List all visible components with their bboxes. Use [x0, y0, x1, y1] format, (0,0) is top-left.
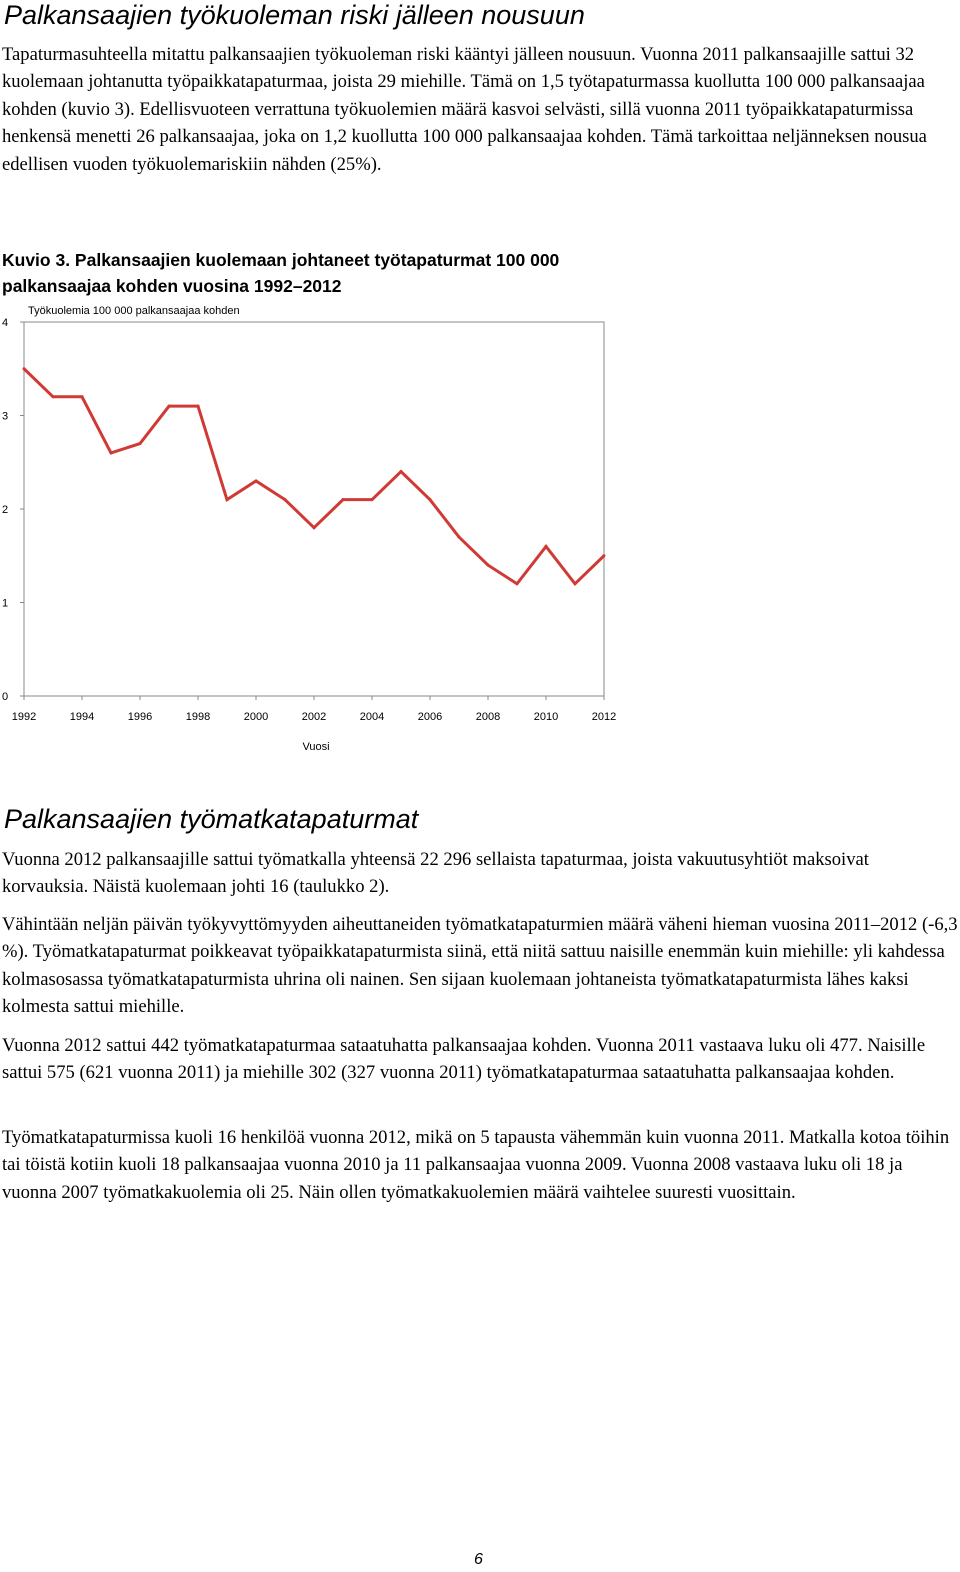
data-point: [23, 367, 26, 370]
figure-caption-line-1: Kuvio 3. Palkansaajien kuolemaan johtaneet työtapaturmat 100 000: [2, 250, 560, 270]
data-point: [197, 405, 200, 408]
y-tick-label: 1: [2, 597, 9, 610]
data-point: [545, 545, 548, 548]
page-number: 6: [474, 1551, 483, 1568]
x-tick-label: 2002: [301, 711, 327, 723]
data-point: [342, 498, 345, 501]
x-tick-label: 2000: [243, 711, 269, 723]
data-point: [284, 498, 287, 501]
chart-axes: [24, 322, 604, 696]
x-tick-label: 1996: [127, 711, 153, 723]
y-axis-label: Työkuolemia 100 000 palkansaajaa kohden: [28, 305, 240, 317]
series-line: [24, 369, 604, 584]
y-tick-label: 3: [2, 410, 9, 423]
figure-caption: [2, 247, 702, 299]
data-point: [255, 479, 258, 482]
y-tick-label: 4: [2, 317, 9, 329]
data-point: [400, 470, 403, 473]
x-tick-label: 2006: [417, 711, 443, 723]
paragraph-commuting-2: Vähintään neljän päivän työkyvyttömyyden aiheuttaneiden työmatkatapaturmien määrä väheni hieman vuosina 2011–2012 (-6,3 %). Työmatkatapaturmat poikkeavat työpaikkatapaturmista siinä, että niitä sattuu naisille enemmän kuin miehille: yli kahdessa kolmasosassa työmatkatapaturmista uhrina oli nainen. Sen sijaan kuolemaan johtaneista työmatkatapaturmista lähes kaksi kolmesta sattui miehille.: [2, 914, 958, 1018]
chart-series: [23, 367, 606, 585]
x-tick-label: 2004: [359, 711, 385, 723]
section-title-work-death-risk: Palkansaajien työkuoleman riski jälleen nousuun: [4, 0, 585, 30]
paragraph-commuting-1: Vuonna 2012 palkansaajille sattui työmatkalla yhteensä 22 296 sellaista tapaturmaa, joista vakuutusyhtiöt maksoivat korvauksia. Näistä kuolemaan johti 16 (taulukko 2).: [2, 849, 869, 898]
data-point: [371, 498, 374, 501]
x-tick-label: 2012: [591, 711, 617, 723]
data-point: [226, 498, 229, 501]
x-tick-label: 1992: [11, 711, 37, 723]
chart-ticks: [2, 317, 616, 723]
data-point: [516, 582, 519, 585]
data-point: [603, 554, 606, 557]
paragraph-commuting-3: Vuonna 2012 sattui 442 työmatkatapaturmaa sataatuhatta palkansaajaa kohden. Vuonna 2011 vastaava luku oli 477. Naisille sattui 575 (621 vuonna 2011) ja miehille 302 (327 vuonna 2011) työmatkatapaturmaa sataatuhatta palkansaajaa kohden.: [2, 1035, 926, 1084]
data-point: [313, 526, 316, 529]
y-tick-label: 0: [2, 691, 9, 703]
data-point: [81, 395, 84, 398]
data-point: [429, 498, 432, 501]
paragraph-commuting-4: Työmatkatapaturmissa kuoli 16 henkilöä vuonna 2012, mikä on 5 tapausta vähemmän kuin vuonna 2011. Matkalla kotoa töihin tai töistä kotiin kuoli 18 palkansaajaa vuonna 2010 ja 11 palkansaajaa vuonna 2009. Vuonna 2008 vastaava luku oli 18 ja vuonna 2007 työmatkakuolemia oli 25. Näin ollen työmatkakuolemien määrä vaihtelee suuresti vuosittain.: [2, 1127, 950, 1203]
data-point: [487, 564, 490, 567]
x-axis-label: Vuosi: [302, 741, 330, 753]
x-tick-label: 1994: [69, 711, 95, 723]
paragraph-work-death-risk: Tapaturmasuhteella mitattu palkansaajien työkuoleman riski kääntyi jälleen nousuun. Vuonna 2011 palkansaajille sattui 32 kuolemaan johtanutta työpaikkatapaturmaa, joista 29 miehille. Tämä on 1,5 työtapaturmassa kuollutta 100 000 palkansaajaa kohden (kuvio 3). Edellisvuoteen verrattuna työkuolemien määrä kasvoi selvästi, sillä vuonna 2011 työpaikkatapaturmissa henkensä menetti 26 palkansaajaa, joka on 1,2 kuollutta 100 000 palkansaajaa kohden. Tämä tarkoittaa neljänneksen nousua edellisen vuoden työkuolemariskiin nähden (25%).: [2, 44, 927, 175]
y-tick-label: 2: [2, 504, 9, 516]
x-tick-label: 2008: [475, 711, 501, 723]
plot-frame: [24, 322, 604, 696]
data-point: [139, 442, 142, 445]
x-tick-label: 1998: [185, 711, 211, 723]
section-title-commuting-accidents: Palkansaajien työmatkatapaturmat: [4, 804, 419, 834]
data-point: [458, 536, 461, 539]
figure-caption-line-2: palkansaajaa kohden vuosina 1992–2012: [2, 276, 342, 296]
data-point: [110, 451, 113, 454]
data-point: [168, 405, 171, 408]
data-point: [52, 395, 55, 398]
line-chart: [0, 298, 640, 758]
data-point: [574, 582, 577, 585]
x-tick-label: 2010: [533, 711, 559, 723]
